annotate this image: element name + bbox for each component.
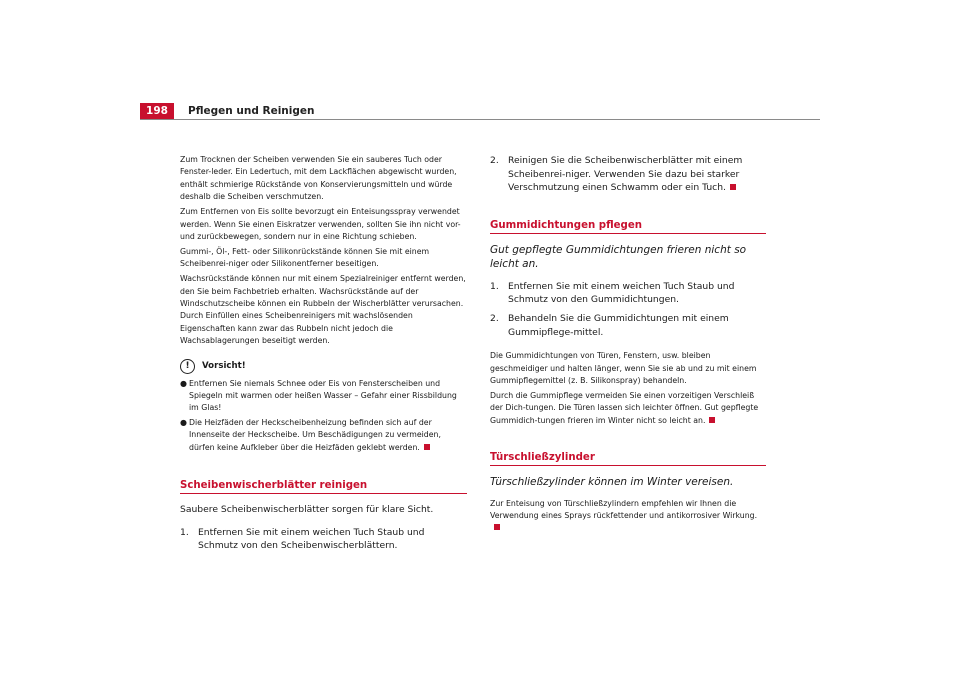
- paragraph: Zum Trocknen der Scheiben verwenden Sie ein sauberes Tuch oder Fenster-leder. Ein Ledertuch, mit dem Lackflächen abgewischt wurden, enthält schmierige Rückstände von Konservierungsmitteln und würde deshalb die Scheiben verschmutzen.: [180, 155, 457, 202]
- section-title: Gummidichtungen pflegen: [490, 220, 766, 234]
- step-item: [180, 526, 467, 553]
- end-marker-icon: [730, 184, 736, 190]
- paragraph: Zum Entfernen von Eis sollte bevorzugt ein Enteisungsspray verwendet werden. Wenn Sie einen Eiskratzer verwenden, sollten Sie ihn nicht vor- und zurückbewegen, sondern nur in eine Richtung schieben.: [180, 207, 461, 241]
- section-subtitle: Gut gepflegte Gummidichtungen frieren nicht so leicht an.: [490, 243, 747, 270]
- bullet-text: Die Heizfäden der Heckscheibenheizung befinden sich auf der Innenseite der Heckscheibe. Um Beschädigungen zu vermeiden, dürfen keine Aufkleber über die Heizfäden geklebt werden.: [189, 417, 441, 452]
- step-text: Behandeln Sie die Gummidichtungen mit einem Gummipflege-mittel.: [508, 312, 729, 338]
- end-marker-icon: [494, 524, 500, 530]
- paragraph: Wachsrückstände können nur mit einem Spezialreiniger entfernt werden, den Sie beim Fachbetrieb erhalten. Wachsrückstände auf der Windschutzscheibe können ein Rubbeln der Wischerblätter verursachen. Durch Einfüllen eines Scheibenreinigers mit wachslösenden Eigenschaften kann zwar das Rubbeln nicht jedoch die Wachsablagerungen beseitigt werden.: [180, 274, 466, 346]
- paragraph: Die Gummidichtungen von Türen, Fenstern, usw. bleiben geschmeidiger und halten länger, wenn Sie sie ab und zu mit einem Gummipflegemittel (z. B. Silikonspray) behandeln.: [490, 351, 757, 385]
- section-title: Türschließzylinder: [490, 452, 766, 466]
- page-number: 198: [140, 103, 174, 119]
- step-item: [490, 154, 766, 195]
- step-number: 1.: [490, 280, 499, 292]
- warning-heading: [180, 359, 467, 374]
- end-marker-icon: [709, 417, 715, 423]
- section-subtitle: Türschließzylinder können im Winter vereisen.: [490, 475, 734, 488]
- paragraph: Durch die Gummipflege vermeiden Sie einen vorzeitigen Verschleiß der Dich-tungen. Die Türen lassen sich leichter öffnen. Gut gepflegte Gummidich-tungen frieren im Winter nicht so leicht an.: [490, 390, 759, 425]
- step-number: 2.: [490, 312, 499, 324]
- step-item: [490, 312, 766, 339]
- section-title: Scheibenwischerblätter reinigen: [180, 480, 467, 494]
- right-column: [490, 154, 766, 537]
- end-marker-icon: [424, 444, 430, 450]
- warning-title: Vorsicht!: [202, 361, 246, 372]
- step-text: Reinigen Sie die Scheibenwischerblätter mit einem Scheibenrei-niger. Verwenden Sie dazu bei starker Verschmutzung einen Schwamm oder ein Tuch.: [508, 155, 743, 194]
- paragraph: Gummi-, Öl-, Fett- oder Silikonrückstände können Sie mit einem Scheibenrei-niger oder Silikonentferner beseitigen.: [180, 246, 430, 269]
- step-text: Entfernen Sie mit einem weichen Tuch Staub und Schmutz von den Gummidichtungen.: [508, 280, 735, 306]
- bullet-text: Entfernen Sie niemals Schnee oder Eis von Fensterscheiben und Spiegeln mit warmen oder heißen Wasser – Gefahr einer Rissbildung im Glas!: [189, 378, 457, 413]
- bullet-icon: ●: [180, 417, 187, 427]
- running-title: Pflegen und Reinigen: [188, 105, 315, 117]
- step-number: 2.: [490, 155, 499, 166]
- step-number: 1.: [180, 526, 189, 538]
- paragraph: Zur Enteisung von Türschließzylindern empfehlen wir Ihnen die Verwendung eines Sprays rückfettender und antikorrosiver Wirkung.: [490, 498, 758, 520]
- header-rule: [140, 119, 820, 120]
- step-text: Entfernen Sie mit einem weichen Tuch Staub und Schmutz von den Scheibenwischerblättern.: [198, 526, 425, 552]
- section-intro: Saubere Scheibenwischerblätter sorgen für klare Sicht.: [180, 504, 434, 516]
- warning-bullet: [180, 417, 467, 454]
- page-header: [140, 103, 820, 119]
- left-column: [180, 154, 467, 558]
- warning-icon: !: [180, 359, 195, 374]
- warning-bullet: [180, 378, 467, 415]
- step-item: [490, 280, 766, 307]
- bullet-icon: ●: [180, 378, 187, 388]
